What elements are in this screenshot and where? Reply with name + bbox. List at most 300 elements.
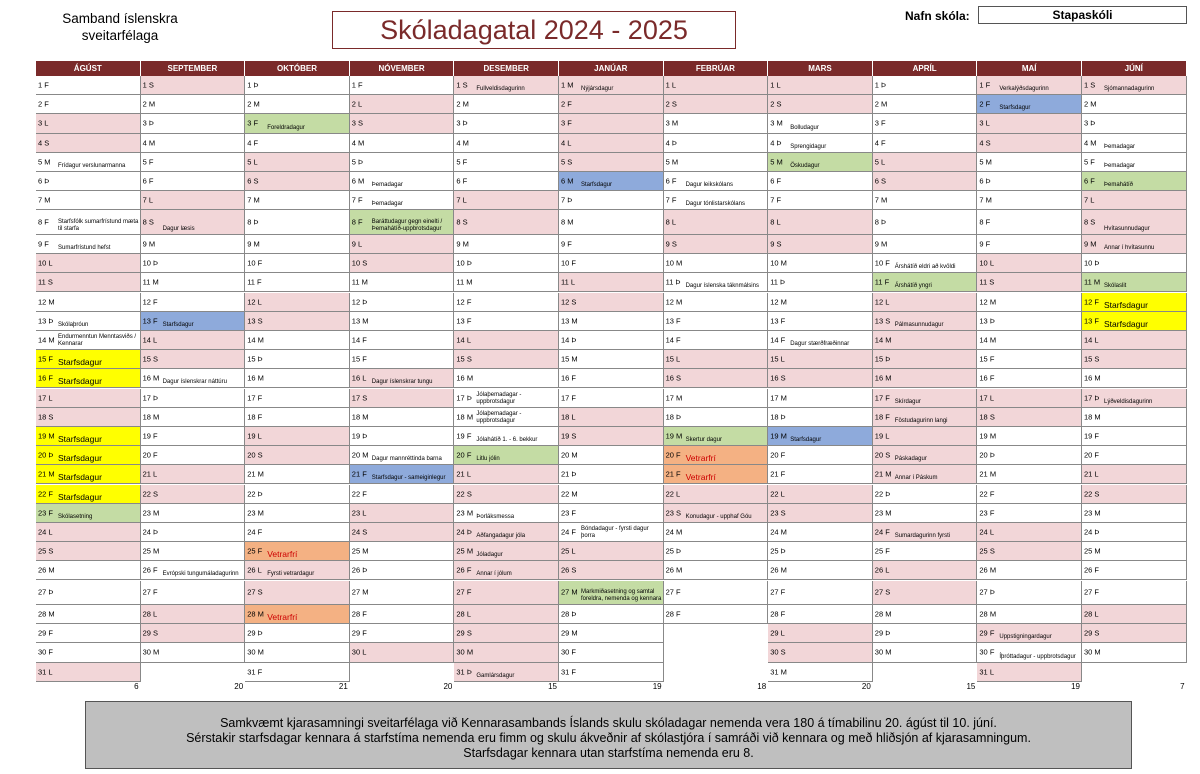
day-event: Evrópski tungumáladagurinn [162,571,239,578]
day-cell [664,605,769,624]
day-cell [977,485,1082,504]
day-cell [559,504,664,523]
day-number: 5 M [979,157,992,167]
school-name-label: Nafn skóla: [905,9,970,23]
day-number: 2 M [456,99,469,109]
day-cell [141,523,246,542]
day-cell [141,235,246,254]
day-number: 30 S [770,647,786,657]
day-cell [454,172,559,191]
day-number: 7 L [456,195,467,205]
day-number: 18 S [979,412,995,422]
day-number: 2 M [874,99,888,109]
day-number: 28 M [874,609,892,619]
day-number: 27 S [247,587,263,597]
day-number: 22 L [665,489,681,499]
day-cell [141,485,246,504]
day-number: 30 M [247,647,264,657]
day-number: 16 F [561,373,577,383]
day-event: Skírdagur [894,398,921,405]
day-event: Dagur tónlistarskólans [685,201,745,208]
day-cell [977,172,1082,191]
day-number: 17 S [351,393,368,403]
day-cell [664,523,769,542]
day-cell [1082,389,1187,408]
day-number: 8 Þ [874,217,887,227]
day-cell [1082,504,1187,523]
day-number: 23 S [770,508,786,518]
day-cell [559,427,664,446]
day-event: Jólaþemadagar - uppbrotsdagur [476,410,522,424]
day-cell [454,624,559,643]
day-cell [664,542,769,561]
day-cell [350,235,455,254]
day-number: 13 Þ [979,316,995,326]
day-number: 14 M [38,335,55,345]
day-number: 2 L [351,99,363,109]
day-cell [245,273,350,292]
day-number: 9 L [351,239,363,249]
day-cell [245,293,350,312]
day-cell [873,114,978,133]
day-number: 24 M [770,527,787,537]
day-cell [245,76,350,95]
day-cell [1082,172,1187,191]
day-number: 8 F [351,217,363,227]
day-cell [559,408,664,427]
day-number: 21 M [247,469,264,479]
day-number: 19 Þ [351,431,368,441]
day-event: Fullveldisdagurinn [476,86,525,93]
day-cell [1082,76,1187,95]
day-cell [1082,293,1187,312]
day-cell [454,76,559,95]
day-number: 6 F [770,176,782,186]
day-event: Annar í Páskum [894,475,938,482]
day-cell [768,624,873,643]
day-cell [873,369,978,388]
day-cell [664,581,769,606]
day-cell [36,331,141,350]
school-day-count: 7 [1180,682,1185,691]
day-cell [873,172,978,191]
day-cell [664,273,769,292]
day-cell [454,408,559,427]
org-line-1: Samband íslenskra [62,11,178,26]
day-number: 5 F [142,157,154,167]
day-cell [977,350,1082,369]
day-number: 20 Þ [979,450,995,460]
day-number: 25 Þ [770,546,786,556]
day-cell [141,191,246,210]
day-event: Dagur stærðfræðinnar [790,341,850,348]
day-cell [350,408,455,427]
day-number: 9 M [1084,239,1097,249]
day-number: 11 M [351,277,368,287]
day-event: Starfsdagur [58,376,102,387]
day-cell [768,312,873,331]
day-cell [454,581,559,606]
day-number: 7 M [979,195,992,205]
day-number: 25 F [874,546,890,556]
day-cell [36,427,141,446]
day-cell [350,389,455,408]
day-number: 1 S [1084,80,1096,90]
day-number: 9 S [770,239,782,249]
day-cell [245,427,350,446]
day-cell [1082,134,1187,153]
day-number: 22 S [1084,489,1100,499]
day-number: 15 S [456,354,472,364]
day-number: 10 F [874,258,890,268]
day-number: 12 M [665,297,683,307]
day-number: 7 M [874,195,888,205]
day-cell [245,542,350,561]
day-cell [1082,235,1187,254]
day-number: 26 L [874,565,890,575]
day-cell [873,312,978,331]
day-event: Vetrarfrí [267,612,298,623]
day-number: 4 Þ [770,138,782,148]
day-number: 4 M [1084,138,1097,148]
day-number: 18 M [351,412,369,422]
day-number: 23 F [979,508,995,518]
day-cell [873,389,978,408]
month-header: SEPTEMBER [141,61,246,76]
day-event: Dagur íslenska táknmálsins [685,283,759,290]
day-number: 11 Þ [665,277,681,287]
day-cell [141,369,246,388]
day-cell [559,134,664,153]
day-cell [977,663,1082,682]
day-event: Endurmenntun Menntasviðs / Kennarar [58,334,137,348]
day-cell [245,581,350,606]
day-number: 9 F [979,239,991,249]
day-cell [873,331,978,350]
day-cell [36,446,141,465]
day-cell [873,605,978,624]
day-number: 9 M [247,239,260,249]
day-number: 27 F [456,587,472,597]
day-cell [350,427,455,446]
day-cell [664,153,769,172]
day-number: 6 F [1084,176,1095,186]
day-cell [141,624,246,643]
day-event: Skólasetning [58,513,93,520]
day-number: 11 F [247,277,262,287]
day-event: Dagur leikskólans [685,182,733,189]
day-cell [1082,408,1187,427]
day-cell [559,624,664,643]
day-number: 15 F [38,354,54,364]
day-cell [245,504,350,523]
day-cell [245,114,350,133]
day-event: Jólahátíð 1. - 6. bekkur [476,437,538,444]
day-number: 24 L [38,527,53,537]
day-number: 3 S [351,118,364,128]
day-number: 5 M [665,157,679,167]
day-cell [559,210,664,235]
day-event: Starfsdagur [581,182,613,189]
day-number: 14 Þ [561,335,577,345]
day-cell [1082,331,1187,350]
day-event: Skólaþróun [58,321,89,328]
day-cell [559,485,664,504]
day-number: 20 F [665,450,681,460]
day-number: 13 S [247,316,263,326]
day-number: 9 M [874,239,888,249]
day-number: 1 M [561,80,574,90]
day-cell [1082,561,1187,580]
day-number: 26 L [247,565,262,575]
day-event: Jólaþemadagar - uppbrotsdagur [476,391,522,405]
day-cell [1082,350,1187,369]
day-event: Vetrarfrí [267,549,298,560]
day-cell [664,408,769,427]
day-number: 27 F [142,587,158,597]
day-number: 18 S [38,412,54,422]
day-number: 1 F [38,80,49,90]
day-number: 21 L [142,469,158,479]
day-number: 10 F [247,258,263,268]
day-cell [1082,427,1187,446]
day-number: 4 M [351,138,365,148]
day-cell [1082,210,1187,235]
day-cell [36,624,141,643]
day-event: Gamlársdagur [476,672,515,679]
day-cell [664,446,769,465]
day-number: 24 L [979,527,994,537]
school-name-field[interactable]: Stapaskóli [978,6,1187,24]
day-cell [768,581,873,606]
day-number: 30 F [561,647,577,657]
day-number: 12 S [561,297,577,307]
day-event: Sumardagurinn fyrsti [894,533,951,540]
day-number: 13 F [142,316,158,326]
day-cell [245,446,350,465]
day-cell [768,485,873,504]
day-number: 23 F [38,508,54,518]
day-cell [873,153,978,172]
day-number: 7 L [142,195,154,205]
day-number: 25 M [456,546,474,556]
day-number: 19 M [770,431,787,441]
day-event: Þemadagar [1104,143,1136,150]
day-event: Starfsdagur [790,437,822,444]
organization-name [40,10,200,44]
school-day-count: 15 [966,682,976,691]
day-cell [245,191,350,210]
day-cell [36,254,141,273]
day-number: 4 F [247,138,259,148]
day-number: 5 M [38,157,51,167]
day-number: 21 Þ [561,469,577,479]
day-cell [245,465,350,484]
day-number: 6 M [561,176,574,186]
day-number: 12 F [456,297,472,307]
day-number: 11 F [874,277,890,287]
day-cell [977,254,1082,273]
day-cell [141,389,246,408]
day-cell [977,561,1082,580]
day-number: 12 F [1084,297,1100,307]
day-cell [36,465,141,484]
day-number: 28 L [142,609,158,619]
day-number: 11 L [561,277,576,287]
day-cell [245,134,350,153]
day-number: 28 M [38,609,55,619]
day-number: 17 L [979,393,994,403]
day-number: 30 M [456,647,474,657]
day-event: Þorláksmessa [476,513,515,520]
day-event: Starfsdagur [58,357,102,368]
day-event: Íþróttadagur - uppbrotsdagur [999,653,1076,660]
day-cell [245,408,350,427]
school-day-count: 19 [652,682,662,691]
day-event: Öskudagur [790,162,820,169]
day-number: 22 S [456,489,472,499]
day-cell [1082,95,1187,114]
day-number: 13 F [456,316,472,326]
day-number: 21 M [38,469,55,479]
day-number: 5 L [247,157,258,167]
day-number: 11 Þ [770,277,786,287]
day-cell [873,235,978,254]
day-event: Starfsdagur [58,491,102,502]
day-cell [454,191,559,210]
day-cell [350,273,455,292]
day-event: Vetrarfrí [685,472,716,483]
day-number: 1 L [665,80,677,90]
day-number: 19 M [665,431,683,441]
day-cell [664,235,769,254]
day-cell [1082,254,1187,273]
day-number: 7 M [247,195,260,205]
day-cell [559,350,664,369]
day-cell [1082,153,1187,172]
day-event: Starfsdagur [58,472,102,483]
day-cell [768,293,873,312]
day-number: 14 F [770,335,786,345]
day-cell [873,210,978,235]
day-number: 28 F [351,609,367,619]
day-cell [559,172,664,191]
day-cell [559,331,664,350]
day-number: 15 S [142,354,159,364]
day-number: 13 S [874,316,891,326]
day-cell [141,542,246,561]
day-event: Lýðveldisdagurinn [1104,398,1153,405]
day-number: 27 F [665,587,681,597]
day-number: 17 M [665,393,683,403]
day-number: 30 L [351,647,367,657]
day-cell [141,350,246,369]
school-day-count: 20 [234,682,244,691]
day-cell [977,210,1082,235]
day-cell [768,663,873,682]
day-cell [141,465,246,484]
day-cell [768,114,873,133]
day-event: Dagur mannréttinda barna [371,456,442,463]
school-day-count: 19 [1071,682,1080,691]
day-number: 6 Þ [38,176,50,186]
day-cell [559,114,664,133]
day-number: 12 F [142,297,158,307]
day-number: 21 M [874,469,892,479]
month-header: JANÚAR [559,61,664,76]
day-cell [454,331,559,350]
day-number: 6 Þ [979,176,991,186]
day-cell [873,134,978,153]
day-cell [36,389,141,408]
day-event: Annar í jólum [476,571,512,578]
day-number: 12 M [38,297,55,307]
day-cell [664,504,769,523]
day-cell [873,76,978,95]
day-cell [664,465,769,484]
day-cell [36,210,141,235]
day-cell [141,312,246,331]
day-cell [141,76,246,95]
day-number: 24 F [561,527,577,537]
day-number: 2 S [770,99,782,109]
day-number: 29 F [38,628,54,638]
month-header: MAÍ [977,61,1082,76]
day-cell [141,605,246,624]
day-cell [664,561,769,580]
day-event: Þemadagar [371,201,403,208]
day-number: 7 L [1084,195,1095,205]
day-number: 29 S [1084,628,1100,638]
day-number: 5 S [561,157,573,167]
day-number: 13 F [770,316,786,326]
day-cell [454,643,559,662]
day-number: 7 F [770,195,782,205]
day-cell [664,312,769,331]
day-number: 30 M [142,647,160,657]
day-event: Þemadagar [371,182,403,189]
month-header: MARS [768,61,873,76]
day-cell [1082,605,1187,624]
day-cell [559,446,664,465]
day-event: Baráttudagur gegn einelti / Þemahátíð-uppbrotsdagur [371,218,443,232]
day-cell [245,389,350,408]
day-cell [559,254,664,273]
day-cell [768,254,873,273]
day-cell [977,312,1082,331]
day-number: 18 M [1084,412,1101,422]
school-day-count: 6 [134,682,139,691]
day-cell [350,293,455,312]
day-event: Uppstigningardagur [999,634,1052,641]
day-cell [559,76,664,95]
day-cell [664,331,769,350]
day-number: 26 M [665,565,683,575]
day-number: 17 L [38,393,53,403]
day-cell [350,561,455,580]
day-cell [664,427,769,446]
day-number: 24 M [665,527,683,537]
day-cell [664,293,769,312]
day-cell [454,561,559,580]
day-number: 27 S [874,587,891,597]
day-cell [350,153,455,172]
day-cell [977,504,1082,523]
day-number: 1 S [142,80,154,90]
day-cell [1082,191,1187,210]
day-number: 30 F [979,647,995,657]
day-number: 18 Þ [770,412,786,422]
